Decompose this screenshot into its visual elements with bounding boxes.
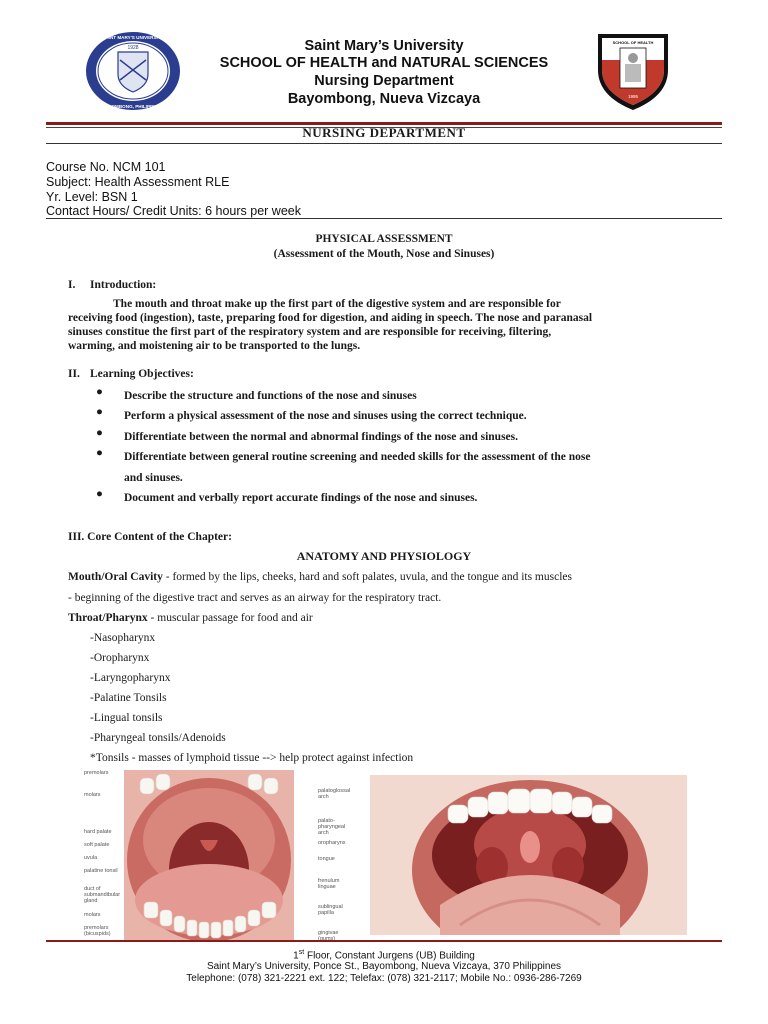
oral-cavity-diagram [82, 770, 352, 940]
pharynx-part: -Palatine Tonsils [90, 692, 167, 704]
label-molars: molars [84, 792, 101, 798]
tonsils-note: *Tonsils - masses of lymphoid tissue --> help protect against infection [90, 752, 414, 764]
intro-line: warming, and moistening air to be transported to the lungs. [68, 340, 361, 352]
pharynx-part: -Laryngopharynx [90, 672, 171, 684]
bullet-icon: ● [96, 427, 103, 439]
label-palatopharyngeal-arch: palato-pharyngeal arch [318, 818, 346, 836]
objectives-heading: Learning Objectives: [90, 368, 194, 380]
throat-term: Throat/Pharynx [68, 612, 148, 624]
label-submandibular-duct: duct of submandibular gland [84, 886, 121, 904]
label-oropharynx: oropharynx [318, 840, 346, 846]
intro-line: The mouth and throat make up the first part of the digestive system and are responsible for [113, 298, 561, 310]
label-uvula: uvula [84, 855, 98, 861]
bullet-icon: ● [96, 386, 103, 398]
department-title: NURSING DEPARTMENT [302, 125, 466, 140]
objective-text: Differentiate between the normal and abnormal findings of the nose and sinuses. [124, 431, 518, 443]
intro-line: receiving food (ingestion), taste, preparing food for digestion, and aiding in speech. The nose and paranasal [68, 312, 593, 324]
footer-contact: Telephone: (078) 321-2221 ext. 122; Telefax: (078) 321-2117; Mobile No.: 0936-286-7269 [186, 973, 582, 984]
bullet-icon: ● [96, 447, 103, 459]
assessment-title: PHYSICAL ASSESSMENT [315, 233, 453, 245]
footer-floor-number: 1 [293, 950, 299, 962]
mouth-def-continued: - beginning of the digestive tract and serves as an airway for the respiratory tract. [68, 592, 442, 604]
mouth-term: Mouth/Oral Cavity [68, 571, 163, 583]
course-hours: Contact Hours/ Credit Units: 6 hours per week [46, 204, 301, 218]
label-palatoglossal-arch: palatoglossal arch [318, 788, 351, 800]
intro-heading: Introduction: [90, 279, 157, 291]
objectives-heading-number: II. [68, 368, 80, 380]
label-premolars: premolars [84, 770, 109, 776]
mouth-definition [68, 570, 572, 584]
title-divider [46, 143, 722, 144]
svg-text:1928: 1928 [127, 45, 139, 51]
department-name: Nursing Department [314, 73, 454, 89]
objective-text: Describe the structure and functions of the nose and sinuses [124, 390, 417, 402]
core-heading: III. Core Content of the Chapter: [68, 531, 232, 543]
objective-text: Perform a physical assessment of the nose and sinuses using the correct technique. [124, 410, 527, 422]
objective-text: Document and verbally report accurate findings of the nose and sinuses. [124, 492, 478, 504]
pharynx-part: -Nasopharynx [90, 632, 156, 644]
label-premolars-lower: premolars (bicuspids) [84, 925, 111, 937]
pharynx-part: -Pharyngeal tonsils/Adenoids [90, 732, 226, 744]
open-mouth-photo [370, 775, 687, 935]
course-level: Yr. Level: BSN 1 [46, 190, 138, 204]
university-name: Saint Mary’s University [304, 38, 464, 54]
label-soft-palate: soft palate [84, 842, 110, 848]
pharynx-part: -Lingual tonsils [90, 712, 163, 724]
footer-address-floor [0, 949, 768, 961]
location: Bayombong, Nueva Vizcaya [287, 91, 481, 107]
mouth-def: - formed by the lips, cheeks, hard and soft palates, uvula, and the tongue and its muscles [162, 571, 572, 583]
bullet-icon: ● [96, 488, 103, 500]
throat-def: - muscular passage for food and air [147, 612, 313, 624]
bullet-icon: ● [96, 406, 103, 418]
throat-definition [68, 611, 313, 625]
svg-text:SCHOOL OF HEALTH: SCHOOL OF HEALTH [612, 40, 654, 45]
label-palatine-tonsil: palatine tonsil [84, 868, 118, 874]
label-gingivae: gingivae (gums) [318, 930, 339, 940]
course-divider [46, 218, 722, 219]
objective-text: and sinuses. [124, 472, 183, 484]
footer-floor-building: Floor, Constant Jurgens (UB) Building [304, 950, 475, 962]
mouth-photo-illustration [370, 775, 687, 935]
svg-text:1995: 1995 [627, 94, 639, 99]
label-molars-lower: molars [84, 912, 101, 918]
mouth-illustration [82, 770, 352, 940]
label-sublingual-papilla: sublingual papilla [318, 904, 343, 916]
course-subject: Subject: Health Assessment RLE [46, 175, 230, 189]
footer-address-university: Saint Mary’s University, Ponce St., Bayombong, Nueva Vizcaya, 370 Philippines [206, 961, 562, 972]
footer-floor-suffix: st [298, 949, 305, 956]
assessment-subtitle: (Assessment of the Mouth, Nose and Sinuses) [273, 248, 495, 260]
svg-text:SAINT MARY'S UNIVERSITY: SAINT MARY'S UNIVERSITY [102, 35, 164, 40]
svg-text:BAYOMBONG, PHILIPPINES: BAYOMBONG, PHILIPPINES [102, 104, 164, 109]
school-name: SCHOOL OF HEALTH and NATURAL SCIENCES [219, 55, 549, 71]
objective-text: Differentiate between general routine screening and needed skills for the assessment of the nose [124, 451, 591, 463]
intro-heading-number: I. [68, 279, 76, 291]
label-frenulum-linguae: frenulum linguae [318, 878, 340, 890]
anatomy-section-title: ANATOMY AND PHYSIOLOGY [296, 549, 472, 563]
label-tongue: tongue [318, 856, 335, 862]
intro-line: sinuses constitue the first part of the respiratory system and are responsible for receiving, filtering, [68, 326, 552, 338]
course-number: Course No. NCM 101 [46, 160, 166, 174]
pharynx-part: -Oropharynx [90, 652, 150, 664]
footer-divider [46, 940, 722, 942]
label-hard-palate: hard palate [84, 829, 112, 835]
